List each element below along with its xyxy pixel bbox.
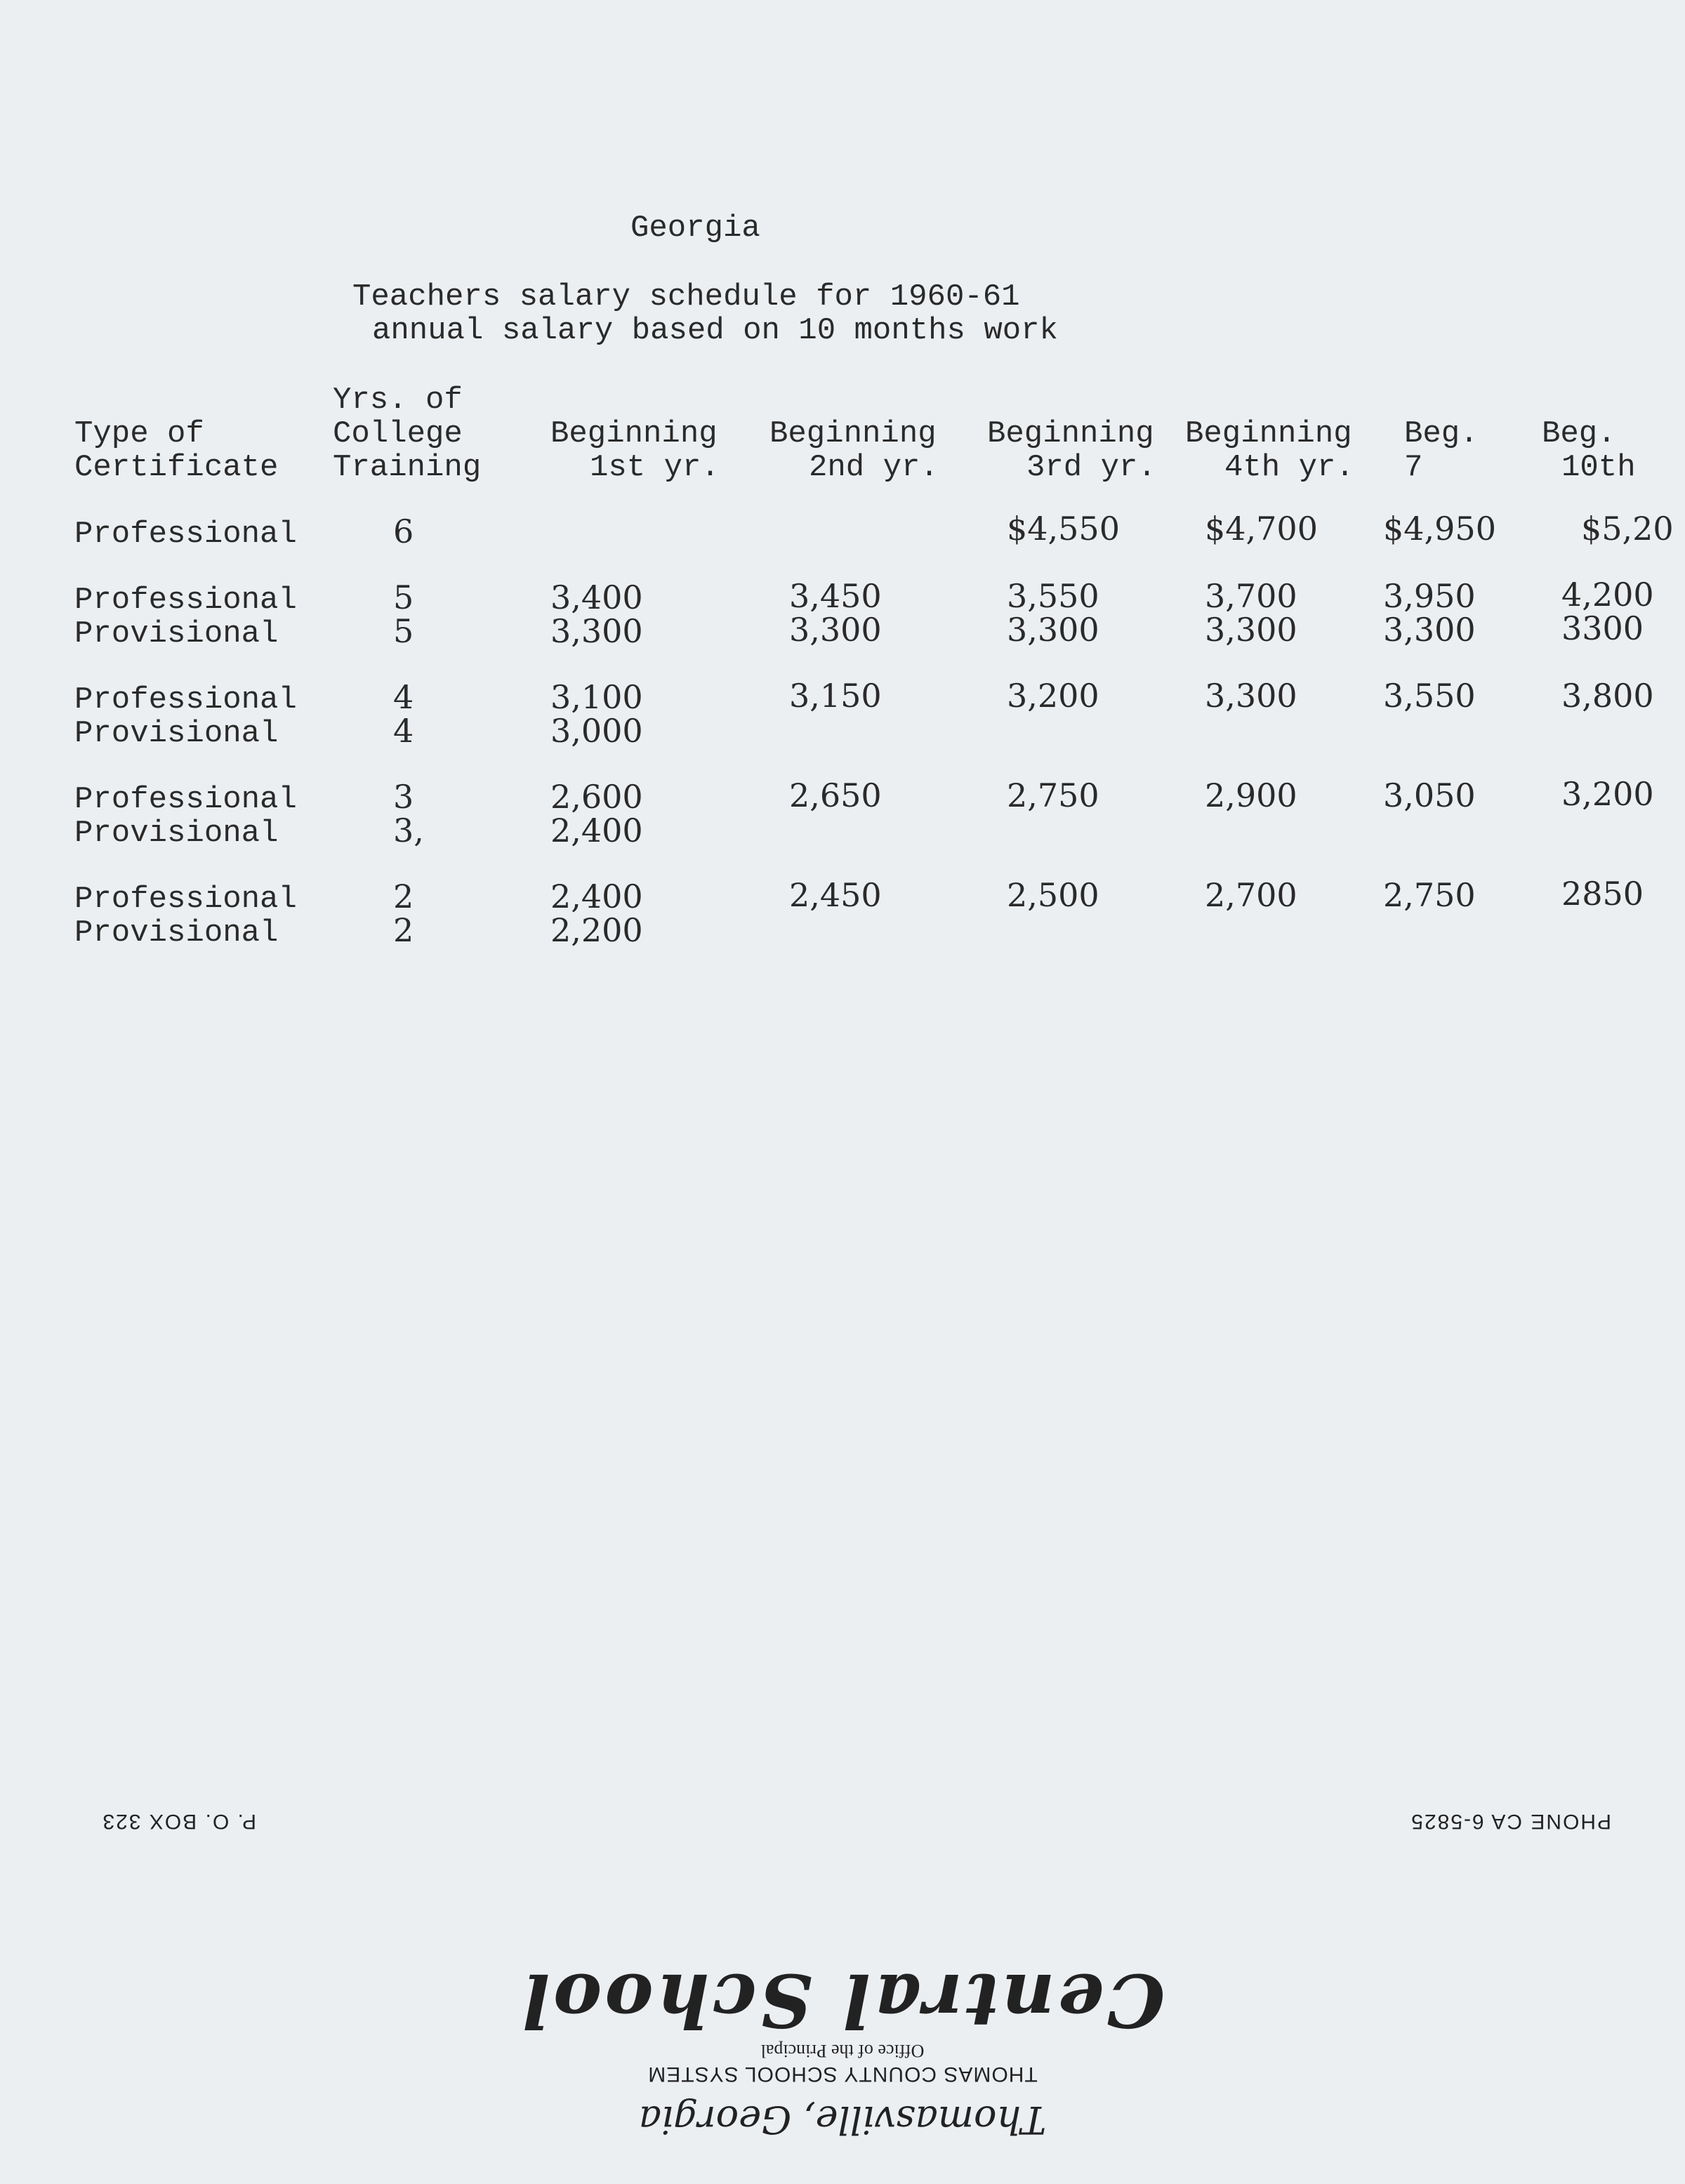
cell-type: Professional: [74, 583, 297, 618]
cell-c2: 2,450: [789, 876, 882, 914]
cell-c4: 3,300: [1205, 611, 1297, 649]
cell-type: Professional: [74, 682, 297, 717]
letterhead-school-name: Central School: [520, 1957, 1165, 2044]
header-yrs-line3: Training: [333, 450, 482, 485]
cell-c1: 2,200: [550, 911, 643, 949]
letterhead-phone: PHONE CA 6-5825: [1410, 1810, 1611, 1833]
cell-c3: 2,500: [1007, 876, 1099, 914]
cell-c4: $4,700: [1205, 510, 1318, 548]
cell-c1: 3,400: [550, 578, 643, 616]
title-line-2: annual salary based on 10 months work: [372, 313, 1058, 348]
cell-c2: 2,650: [789, 776, 882, 814]
cell-c1: 3,100: [550, 678, 643, 716]
header-type-line2: Certificate: [74, 450, 279, 485]
header-c1-line1: Beginning: [550, 416, 718, 451]
cell-type: Provisional: [74, 816, 279, 851]
header-c6-line2: 10th: [1561, 450, 1636, 485]
cell-yrs: 2: [393, 878, 414, 915]
letterhead-po-box: P. O. BOX 323: [101, 1810, 256, 1833]
header-yrs-line2: College: [333, 416, 463, 451]
header-c4-line1: Beginning: [1185, 416, 1352, 451]
letterhead-upside-down: [0, 1755, 1685, 2184]
cell-c1: 2,400: [550, 812, 643, 849]
cell-yrs: 3,: [393, 812, 424, 849]
cell-c4: 2,700: [1205, 876, 1297, 914]
state-heading: Georgia: [630, 211, 760, 246]
header-c3-line1: Beginning: [987, 416, 1154, 451]
letterhead-office: Office of the Principal: [760, 2041, 925, 2061]
cell-c6: 4,200: [1561, 576, 1654, 614]
cell-yrs: 6: [393, 512, 414, 550]
cell-c6: 3300: [1561, 609, 1644, 647]
header-type-line1: Type of: [74, 416, 204, 451]
cell-c5: 3,300: [1383, 611, 1476, 649]
cell-c4: 3,700: [1205, 577, 1297, 615]
cell-type: Professional: [74, 782, 297, 817]
header-c2-line2: 2nd yr.: [809, 450, 939, 485]
header-c2-line1: Beginning: [769, 416, 937, 451]
cell-c3: $4,550: [1007, 510, 1120, 548]
cell-yrs: 5: [393, 578, 414, 616]
cell-type: Provisional: [74, 616, 279, 651]
header-yrs-line1: Yrs. of: [333, 383, 463, 418]
cell-c2: 3,450: [789, 577, 882, 615]
cell-c4: 3,300: [1205, 677, 1297, 715]
letterhead-system: THOMAS COUNTY SCHOOL SYSTEM: [647, 2063, 1038, 2086]
cell-yrs: 2: [393, 911, 414, 949]
cell-c5: 3,950: [1383, 577, 1476, 615]
cell-c5: $4,950: [1383, 510, 1496, 548]
cell-c3: 3,200: [1007, 677, 1099, 715]
cell-type: Professional: [74, 517, 297, 552]
cell-c6: 2850: [1561, 875, 1644, 913]
cell-yrs: 4: [393, 678, 414, 716]
cell-c4: 2,900: [1205, 776, 1297, 814]
cell-yrs: 3: [393, 778, 414, 816]
cell-c3: 3,550: [1007, 577, 1099, 615]
cell-yrs: 4: [393, 712, 414, 750]
cell-c5: 2,750: [1383, 876, 1476, 914]
cell-c6: 3,200: [1561, 775, 1654, 813]
cell-c1: 2,400: [550, 878, 643, 915]
cell-c2: 3,150: [789, 677, 882, 715]
letterhead-city: Thomasville, Georgia: [638, 2098, 1047, 2142]
cell-c5: 3,550: [1383, 677, 1476, 715]
header-c5-line1: Beg.: [1404, 416, 1479, 451]
header-c5-line2: 7: [1404, 450, 1423, 485]
cell-c1: 2,600: [550, 778, 643, 816]
header-c3-line2: 3rd yr.: [1026, 450, 1156, 485]
cell-c6: $5,20: [1581, 510, 1674, 548]
cell-c3: 2,750: [1007, 776, 1099, 814]
cell-type: Provisional: [74, 716, 279, 751]
title-line-1: Teachers salary schedule for 1960-61: [352, 279, 1020, 315]
cell-c5: 3,050: [1383, 776, 1476, 814]
cell-type: Professional: [74, 882, 297, 917]
cell-c1: 3,000: [550, 712, 643, 750]
cell-c1: 3,300: [550, 612, 643, 650]
header-c4-line2: 4th yr.: [1224, 450, 1354, 485]
cell-yrs: 5: [393, 612, 414, 650]
cell-c2: 3,300: [789, 611, 882, 649]
header-c6-line1: Beg.: [1542, 416, 1616, 451]
cell-c6: 3,800: [1561, 677, 1654, 715]
cell-c3: 3,300: [1007, 611, 1099, 649]
cell-type: Provisional: [74, 915, 279, 951]
header-c1-line2: 1st yr.: [590, 450, 720, 485]
